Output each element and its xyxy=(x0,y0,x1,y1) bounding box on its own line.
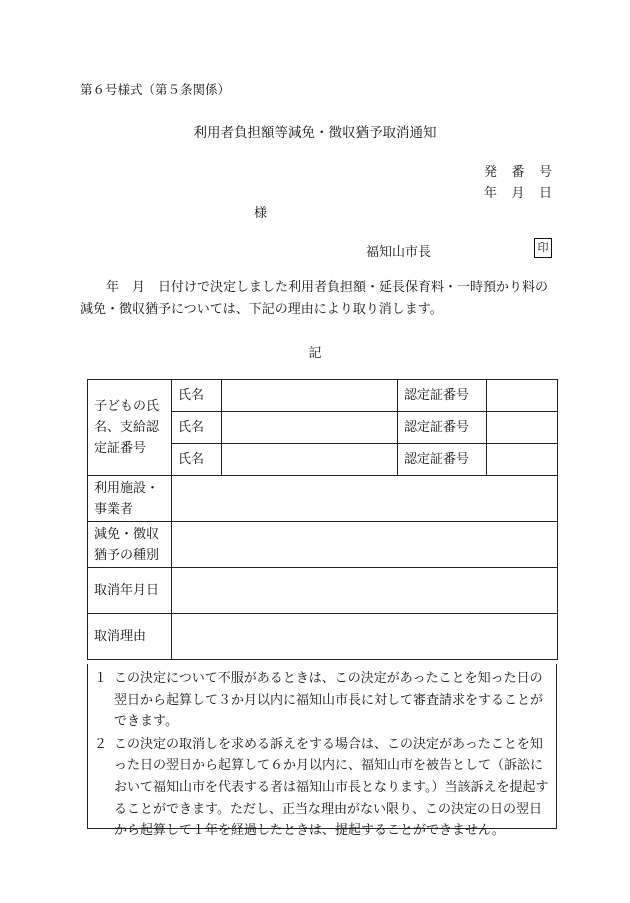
cert-value-cell[interactable] xyxy=(487,380,558,412)
cert-value-cell[interactable] xyxy=(487,444,558,476)
name-label-cell: 氏名 xyxy=(172,380,222,412)
seal-mark: 印 xyxy=(534,238,552,258)
notes-box xyxy=(87,664,557,839)
issue-number-label xyxy=(484,161,552,180)
note-item xyxy=(94,734,550,842)
note-item xyxy=(94,668,550,733)
note-text: この決定の取消しを求める訴えをする場合は、この決定があったことを知った日の翌日から起算して６か月以内に、福知山市を被告として（訴訟において福知山市を代表する者は福知山市長となります。）当該訴えを提起することができます。ただし、正当な理由がない限り、この決定の日の翌日から起算して１年を経過したときは、提起することができません。 xyxy=(114,736,549,839)
note-text: この決定について不服があるときは、この決定があったことを知った日の翌日から起算して３か月以内に福知山市長に対して審査請求をすることができます。 xyxy=(114,671,544,730)
name-label-cell: 氏名 xyxy=(172,412,222,444)
note-number: １ xyxy=(94,671,108,686)
details-table xyxy=(87,379,558,660)
name-label-cell: 氏名 xyxy=(172,444,222,476)
issue-number-char: 発 xyxy=(484,165,498,180)
issue-date-char: 年 xyxy=(484,186,498,201)
type-label-cell: 減免・徴収猶予の種別 xyxy=(88,522,172,568)
issue-date-char: 日 xyxy=(538,186,552,201)
cert-label-cell: 認定証番号 xyxy=(398,380,487,412)
cert-label-cell: 認定証番号 xyxy=(398,444,487,476)
child-header-cell: 子どもの氏名、支給認定証番号 xyxy=(88,380,172,476)
issue-number-char: 番 xyxy=(511,165,525,180)
facility-value-cell[interactable] xyxy=(172,476,558,522)
facility-label-cell: 利用施設・事業者 xyxy=(88,476,172,522)
type-value-cell[interactable] xyxy=(172,522,558,568)
issue-date-label xyxy=(484,182,552,201)
ki-heading: 記 xyxy=(308,346,322,361)
name-value-cell[interactable] xyxy=(222,444,398,476)
table-row xyxy=(88,568,558,614)
table-row xyxy=(88,380,558,412)
body-paragraph: 年 月 日付けで決定しました利用者負担額・延長保育料・一時預かり料の減免・徴収猶予については、下記の理由により取り消します。 xyxy=(80,280,549,317)
table-row xyxy=(88,614,558,660)
form-number: 第６号様式（第５条関係） xyxy=(80,82,231,97)
issuer-name: 福知山市長 xyxy=(366,245,432,260)
issue-date-char: 月 xyxy=(511,186,525,201)
document-title: 利用者負担額等減免・徴収猶予取消通知 xyxy=(193,125,437,141)
name-value-cell[interactable] xyxy=(222,412,398,444)
table-row xyxy=(88,522,558,568)
cert-value-cell[interactable] xyxy=(487,412,558,444)
addressee-suffix: 様 xyxy=(254,206,268,221)
reason-label-cell: 取消理由 xyxy=(88,614,172,660)
issue-number-char: 号 xyxy=(538,165,552,180)
reason-value-cell[interactable] xyxy=(172,614,558,660)
cert-label-cell: 認定証番号 xyxy=(398,412,487,444)
table-row xyxy=(88,476,558,522)
cancel-date-label-cell: 取消年月日 xyxy=(88,568,172,614)
cancel-date-value-cell[interactable] xyxy=(172,568,558,614)
note-number: ２ xyxy=(94,736,108,752)
name-value-cell[interactable] xyxy=(222,380,398,412)
